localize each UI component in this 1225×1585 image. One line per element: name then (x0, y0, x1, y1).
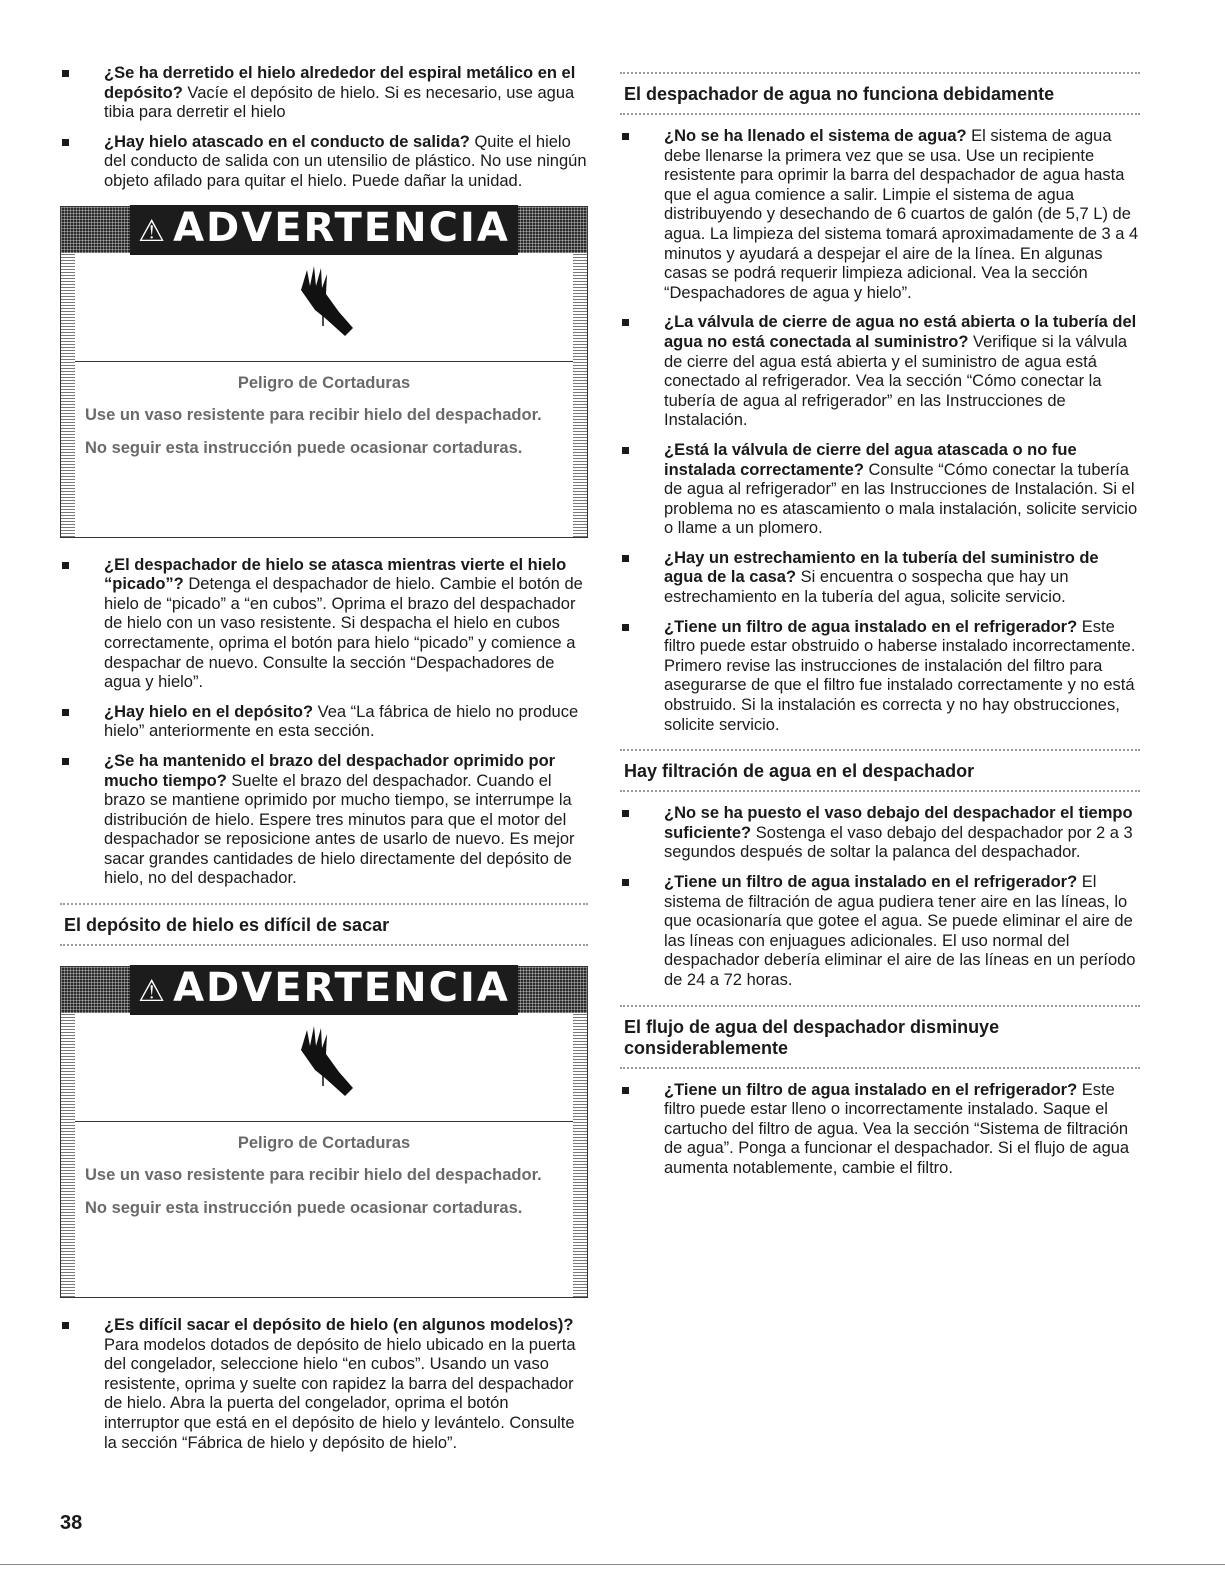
section-heading: Hay filtración de agua en el despachador (620, 749, 1140, 792)
page-divider (0, 1564, 1225, 1565)
list-item: ¿Hay hielo atascado en el conducto de salida? Quite el hielo del conducto de salida con un utensilio de plástico. No use ningún objeto afilado para quitar el hielo. Puede dañar la unidad. (60, 133, 588, 192)
warning-title: ADVERTENCIA (173, 204, 510, 251)
warning-title: ADVERTENCIA (173, 965, 510, 1012)
list-item: ¿No se ha llenado el sistema de agua? El sistema de agua debe llenarse la primera vez que se usa. Use un recipiente resistente para oprimir la barra del despachador de agua hasta que el agua comience a salir. Limpie el sistema de agua distribuyendo y desechando de 6 cuartos de galón (de 5,7 L) de agua. La limpieza del sistema tomará aproximadamente de 3 a 4 minutos y ayudará a despejar el aire de la línea. En algunas casas se podrá requerir limpieza adicional. Vea la sección “Despachadores de agua y hielo”. (620, 127, 1140, 303)
section-heading: El despachador de agua no funciona debidamente (620, 72, 1140, 115)
warning-subtitle: Peligro de Cortaduras (237, 373, 411, 392)
warning-triangle-icon: ⚠ (138, 974, 168, 1010)
list-item: ¿Es difícil sacar el depósito de hielo (en algunos modelos)? Para modelos dotados de depósito de hielo ubicado en la puerta del congelador, seleccione hielo “en cubos”. Usando un vaso resistente, oprima y suelte con rapidez la barra del despachador de hielo. Abra la puerta del congelador, oprima el botón interruptor que está en el depósito de hielo y levántelo. Consulte la sección “Fábrica de hielo y depósito de hielo”. (60, 1316, 588, 1453)
section-heading: El flujo de agua del despachador disminuye considerablemente (620, 1005, 1140, 1069)
list-item: ¿Hay un estrechamiento en la tubería del suministro de agua de la casa? Si encuentra o sospecha que hay un estrechamiento en la tubería del agua, solicite servicio. (620, 549, 1140, 608)
section-heading: El depósito de hielo es difícil de sacar (60, 903, 588, 946)
warning-banner (61, 204, 587, 253)
list-item: ¿Tiene un filtro de agua instalado en el refrigerador? El sistema de filtración de agua pudiera tener aire en las líneas, lo que ocasionaría que gotee el agua. Se puede eliminar el aire de las líneas con enjuagues adicionales. El uso normal del despachador debería eliminar el aire de las líneas en un período de 24 a 72 horas. (620, 873, 1140, 991)
cut-hazard-hand-icon (279, 262, 369, 352)
list-item: ¿No se ha puesto el vaso debajo del despachador el tiempo suficiente? Sostenga el vaso debajo del despachador por 2 a 3 segundos después de soltar la palanca del despachador. (620, 804, 1140, 863)
list-item: ¿Se ha derretido el hielo alrededor del espiral metálico en el depósito? Vacíe el depósito de hielo. Si es necesario, use agua tibia para derretir el hielo (60, 64, 588, 123)
right-column (620, 72, 1140, 1189)
warning-triangle-icon: ⚠ (138, 213, 168, 249)
cut-hazard-hand-icon (279, 1022, 369, 1112)
list-item: ¿Tiene un filtro de agua instalado en el refrigerador? Este filtro puede estar obstruido o haberse instalado incorrectamente. Primero revise las instrucciones de instalación del filtro para asegurarse de que el filtro fue instalado correctamente y no está obstruido. Si la instalación es correcta y no hay obstrucciones, solicite servicio. (620, 618, 1140, 736)
warning-subtitle: Peligro de Cortaduras (237, 1134, 411, 1153)
list-item: ¿El despachador de hielo se atasca mientras vierte el hielo “picado”? Detenga el despachador de hielo. Cambie el botón de hielo de “picado” a “en cubos”. Oprima el brazo del despachador de hielo con un vaso resistente. Si despacha el hielo en cubos correctamente, oprima el botón para hielo “picado” y comience a despachar de nuevo. Consulte la sección “Despachadores de agua y hielo”. (60, 556, 588, 693)
warning-text: Use un vaso resistente para recibir hielo del despachador. (85, 1166, 542, 1185)
list-item: ¿Hay hielo en el depósito? Vea “La fábrica de hielo no produce hielo” anteriormente en esta sección. (60, 703, 588, 742)
page-number: 38 (60, 1512, 83, 1534)
warning-text: No seguir esta instrucción puede ocasionar cortaduras. (85, 438, 523, 457)
warning-box (60, 966, 588, 1298)
warning-banner (61, 967, 587, 1013)
warning-text: No seguir esta instrucción puede ocasionar cortaduras. (85, 1199, 523, 1218)
left-column (60, 64, 588, 1463)
list-item: ¿Se ha mantenido el brazo del despachador oprimido por mucho tiempo? Suelte el brazo del despachador. Cuando el brazo se mantiene oprimido por mucho tiempo, se interrumpe la distribución de hielo. Espere tres minutos para que el motor del despachador se reposicione antes de usarlo de nuevo. Es mejor sacar grandes cantidades de hielo directamente del depósito de hielo, no del despachador. (60, 752, 588, 889)
warning-box (60, 206, 588, 538)
list-item: ¿La válvula de cierre de agua no está abierta o la tubería del agua no está conectada al suministro? Verifique si la válvula de cierre del agua está abierta y el suministro de agua está conectado al refrigerador. Vea la sección “Cómo conectar la tubería de agua al refrigerador” en las Instrucciones de Instalación. (620, 313, 1140, 431)
list-item: ¿Está la válvula de cierre del agua atascada o no fue instalada correctamente? Consulte “Cómo conectar la tubería de agua al refrigerador” en las Instrucciones de Instalación. Si el problema no es atascamiento o mala instalación, solicite servicio o llame a un plomero. (620, 441, 1140, 539)
list-item: ¿Tiene un filtro de agua instalado en el refrigerador? Este filtro puede estar lleno o incorrectamente instalado. Saque el cartucho del filtro de agua. Vea la sección “Sistema de filtración de agua”. Ponga a funcionar el despachador. Si el flujo de agua aumenta notablemente, cambie el filtro. (620, 1081, 1140, 1179)
warning-text: Use un vaso resistente para recibir hielo del despachador. (85, 405, 542, 424)
